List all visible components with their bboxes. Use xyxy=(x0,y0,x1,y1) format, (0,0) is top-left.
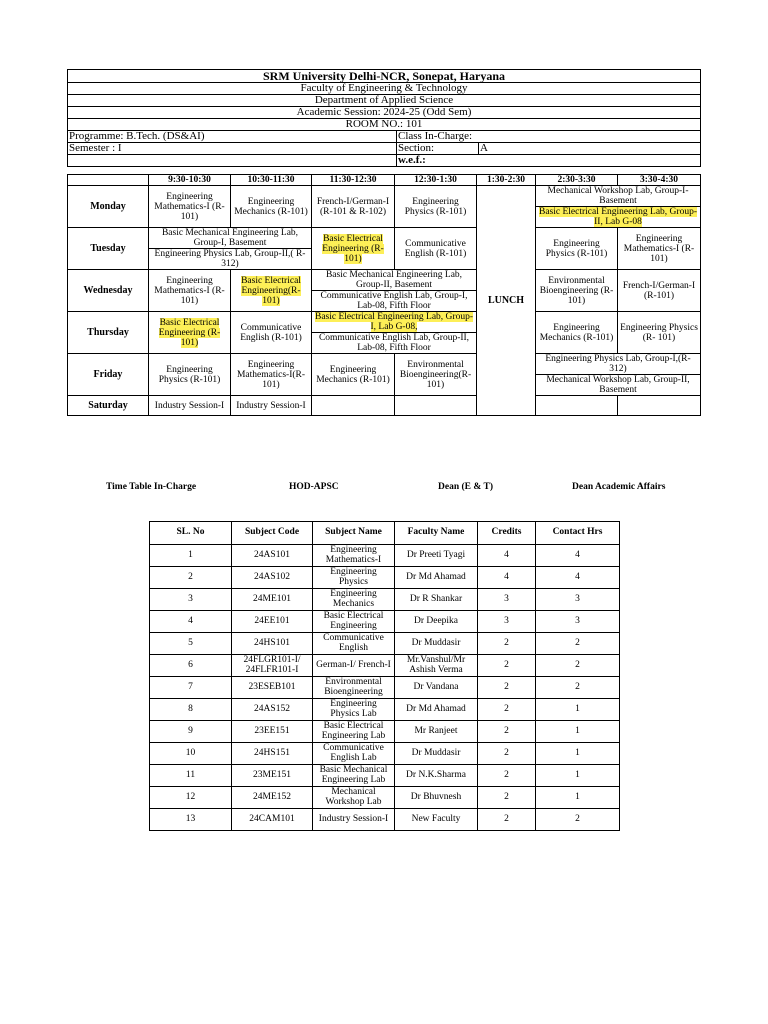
room-number: ROOM NO.: 101 xyxy=(68,119,701,131)
subjects-header-row xyxy=(150,522,620,545)
table-cell: Dr Bhuvnesh xyxy=(395,787,478,809)
table-cell: Basic Electrical Engineering xyxy=(313,611,395,633)
table-row xyxy=(150,633,620,655)
table-cell: 3 xyxy=(536,589,620,611)
table-cell: 2 xyxy=(478,743,536,765)
class-cell xyxy=(312,228,395,270)
table-cell: Dr Md Ahamad xyxy=(395,699,478,721)
day-friday: Friday xyxy=(68,354,149,396)
lab-cell: Basic Mechanical Engineering Lab, Group-II, Basement xyxy=(312,270,477,291)
table-cell: 4 xyxy=(536,545,620,567)
table-cell: Engineering Mechanics xyxy=(313,589,395,611)
slot-header: 11:30-12:30 xyxy=(312,175,395,186)
lab-cell: Engineering Physics Lab, Group-II,( R-312) xyxy=(149,249,312,270)
subjects-header-cell: Subject Name xyxy=(313,522,395,545)
table-cell: 3 xyxy=(536,611,620,633)
header-table xyxy=(67,69,701,167)
highlighted-lab: Basic Electrical Engineering Lab, Group-II, Lab G-08 xyxy=(538,207,697,227)
subjects-header-cell: Faculty Name xyxy=(395,522,478,545)
signature-hod: HOD-APSC xyxy=(289,482,339,492)
table-cell: 1 xyxy=(150,545,232,567)
slot-header: 12:30-1:30 xyxy=(395,175,477,186)
table-cell: 2 xyxy=(478,655,536,677)
slot-header: 10:30-11:30 xyxy=(231,175,312,186)
class-cell xyxy=(149,312,231,354)
class-cell: Engineering Physics (R-101) xyxy=(395,186,477,228)
table-cell: 24ME152 xyxy=(232,787,313,809)
table-cell: Mr.Vanshul/Mr Ashish Verma xyxy=(395,655,478,677)
table-cell: 23EE151 xyxy=(232,721,313,743)
highlighted-class: Basic Electrical Engineering (R-101) xyxy=(158,317,221,348)
table-cell: 7 xyxy=(150,677,232,699)
table-cell: 23ESEB101 xyxy=(232,677,313,699)
class-cell: Engineering Mathematics-I (R-101) xyxy=(149,186,231,228)
table-cell: 24AS152 xyxy=(232,699,313,721)
table-cell: Engineering Physics xyxy=(313,567,395,589)
corner-cell xyxy=(68,175,149,186)
table-row xyxy=(150,655,620,677)
table-cell: 3 xyxy=(150,589,232,611)
class-cell: Engineering Mathematics-I(R-101) xyxy=(231,354,312,396)
table-cell: Basic Mechanical Engineering Lab xyxy=(313,765,395,787)
empty-cell xyxy=(536,396,618,416)
table-cell: 24AS101 xyxy=(232,545,313,567)
lab-cell: Basic Mechanical Engineering Lab, Group-I, Basement xyxy=(149,228,312,249)
table-cell: 1 xyxy=(536,743,620,765)
table-cell: 10 xyxy=(150,743,232,765)
day-monday: Monday xyxy=(68,186,149,228)
table-cell: 2 xyxy=(478,721,536,743)
class-cell: Engineering Mechanics (R-101) xyxy=(231,186,312,228)
table-cell: Dr Preeti Tyagi xyxy=(395,545,478,567)
table-cell: Engineering Physics Lab xyxy=(313,699,395,721)
highlighted-lab: Basic Electrical Engineering Lab, Group-I, Lab G-08, xyxy=(314,312,473,332)
table-cell: Engineering Mathematics-I xyxy=(313,545,395,567)
table-cell: 24AS102 xyxy=(232,567,313,589)
class-cell: Industry Session-I xyxy=(149,396,231,416)
signature-dean-et: Dean (E & T) xyxy=(438,482,493,492)
table-row xyxy=(150,787,620,809)
table-cell: 4 xyxy=(478,567,536,589)
table-cell: 24CAM101 xyxy=(232,809,313,831)
lab-cell: Engineering Physics Lab, Group-I,(R-312) xyxy=(536,354,701,375)
class-cell: Engineering Physics (R- 101) xyxy=(618,312,701,354)
table-cell: 2 xyxy=(536,655,620,677)
table-row xyxy=(150,611,620,633)
class-cell: Engineering Mechanics (R-101) xyxy=(536,312,618,354)
table-row xyxy=(150,699,620,721)
day-thursday: Thursday xyxy=(68,312,149,354)
table-cell: 2 xyxy=(478,809,536,831)
day-tuesday: Tuesday xyxy=(68,228,149,270)
table-cell: New Faculty xyxy=(395,809,478,831)
lab-cell xyxy=(312,312,477,333)
table-row xyxy=(150,721,620,743)
class-in-charge: Class In-Charge: xyxy=(397,131,701,143)
table-cell: 1 xyxy=(536,765,620,787)
table-cell: 1 xyxy=(536,699,620,721)
table-cell: Basic Electrical Engineering Lab xyxy=(313,721,395,743)
programme: Programme: B.Tech. (DS&AI) xyxy=(68,131,397,143)
subjects-body xyxy=(150,545,620,831)
table-row xyxy=(150,765,620,787)
highlighted-class: Basic Electrical Engineering(R-101) xyxy=(241,275,301,306)
table-cell: 2 xyxy=(478,677,536,699)
table-cell: 2 xyxy=(478,765,536,787)
semester: Semester : I xyxy=(68,143,397,155)
table-cell: Mr Ranjeet xyxy=(395,721,478,743)
table-cell: 2 xyxy=(478,787,536,809)
table-cell: 2 xyxy=(478,633,536,655)
slot-header: 3:30-4:30 xyxy=(618,175,701,186)
subjects-header-cell: Credits xyxy=(478,522,536,545)
table-row xyxy=(150,809,620,831)
class-cell: Communicative English (R-101) xyxy=(395,228,477,270)
lab-cell: Communicative English Lab, Group-II, Lab-08, Fifth Floor xyxy=(312,333,477,354)
table-cell: 24EE101 xyxy=(232,611,313,633)
empty-cell xyxy=(618,396,701,416)
highlighted-class: Basic Electrical Engineering (R-101) xyxy=(322,233,384,264)
table-cell: 2 xyxy=(150,567,232,589)
table-cell: German-I/ French-I xyxy=(313,655,395,677)
table-cell: 9 xyxy=(150,721,232,743)
wef-blank xyxy=(68,155,397,167)
empty-cell xyxy=(395,396,477,416)
table-row xyxy=(150,677,620,699)
table-cell: 2 xyxy=(536,809,620,831)
table-row xyxy=(150,567,620,589)
department-name: Department of Applied Science xyxy=(68,95,701,107)
table-row xyxy=(150,743,620,765)
class-cell: French-I/German-I (R-101) xyxy=(618,270,701,312)
table-cell: Environmental Bioengineering xyxy=(313,677,395,699)
table-row xyxy=(150,545,620,567)
table-cell: 2 xyxy=(536,633,620,655)
class-cell xyxy=(231,270,312,312)
table-cell: Dr Md Ahamad xyxy=(395,567,478,589)
class-cell: Engineering Mathematics-I (R-101) xyxy=(618,228,701,270)
table-cell: 13 xyxy=(150,809,232,831)
class-cell: Environmental Bioengineering (R-101) xyxy=(536,270,618,312)
table-cell: 8 xyxy=(150,699,232,721)
class-cell: Engineering Physics (R-101) xyxy=(149,354,231,396)
signature-dean-academic: Dean Academic Affairs xyxy=(572,482,666,492)
section-label: Section: xyxy=(397,143,479,155)
table-cell: 4 xyxy=(150,611,232,633)
table-cell: 3 xyxy=(478,611,536,633)
wef: w.e.f.: xyxy=(397,155,701,167)
table-cell: Mechanical Workshop Lab xyxy=(313,787,395,809)
table-cell: 1 xyxy=(536,721,620,743)
table-cell: 12 xyxy=(150,787,232,809)
table-cell: 6 xyxy=(150,655,232,677)
table-cell: 4 xyxy=(478,545,536,567)
table-cell: 24FLGR101-I/ 24FLFR101-I xyxy=(232,655,313,677)
subjects-header-cell: SL. No xyxy=(150,522,232,545)
table-cell: Dr R Shankar xyxy=(395,589,478,611)
slot-header: 9:30-10:30 xyxy=(149,175,231,186)
table-cell: 2 xyxy=(478,699,536,721)
lunch-cell: LUNCH xyxy=(477,186,536,416)
class-cell: Engineering Mechanics (R-101) xyxy=(312,354,395,396)
table-cell: 4 xyxy=(536,567,620,589)
table-cell: 5 xyxy=(150,633,232,655)
table-cell: 11 xyxy=(150,765,232,787)
table-row xyxy=(150,589,620,611)
empty-cell xyxy=(312,396,395,416)
class-cell: Communicative English (R-101) xyxy=(231,312,312,354)
table-cell: 1 xyxy=(536,787,620,809)
lab-cell: Communicative English Lab, Group-I, Lab-08, Fifth Floor xyxy=(312,291,477,312)
table-cell: Dr Vandana xyxy=(395,677,478,699)
signature-tt-in-charge: Time Table In-Charge xyxy=(106,482,197,492)
lab-cell: Mechanical Workshop Lab, Group-I-Basement xyxy=(536,186,701,207)
table-cell: Industry Session-I xyxy=(313,809,395,831)
university-name: SRM University Delhi-NCR, Sonepat, Haryana xyxy=(68,70,701,83)
table-cell: 3 xyxy=(478,589,536,611)
timetable xyxy=(67,174,701,416)
class-cell: Industry Session-I xyxy=(231,396,312,416)
section-value: A xyxy=(479,143,701,155)
day-saturday: Saturday xyxy=(68,396,149,416)
slot-header: 2:30-3:30 xyxy=(536,175,618,186)
lab-cell xyxy=(536,207,701,228)
table-cell: 24HS151 xyxy=(232,743,313,765)
table-cell: Communicative English Lab xyxy=(313,743,395,765)
table-cell: Dr N.K.Sharma xyxy=(395,765,478,787)
table-cell: Dr Deepika xyxy=(395,611,478,633)
subjects-header-cell: Subject Code xyxy=(232,522,313,545)
lab-cell: Mechanical Workshop Lab, Group-II, Basement xyxy=(536,375,701,396)
table-cell: 23ME151 xyxy=(232,765,313,787)
class-cell: Engineering Physics (R-101) xyxy=(536,228,618,270)
class-cell: Environmental Bioengineering(R-101) xyxy=(395,354,477,396)
class-cell: French-I/German-I (R-101 & R-102) xyxy=(312,186,395,228)
faculty-name: Faculty of Engineering & Technology xyxy=(68,83,701,95)
subjects-header-cell: Contact Hrs xyxy=(536,522,620,545)
table-cell: 2 xyxy=(536,677,620,699)
subjects-table xyxy=(149,521,620,831)
table-cell: Dr Muddasir xyxy=(395,633,478,655)
table-cell: 24ME101 xyxy=(232,589,313,611)
table-cell: 24HS101 xyxy=(232,633,313,655)
table-cell: Dr Muddasir xyxy=(395,743,478,765)
table-cell: Communicative English xyxy=(313,633,395,655)
day-wednesday: Wednesday xyxy=(68,270,149,312)
slot-header: 1:30-2:30 xyxy=(477,175,536,186)
class-cell: Engineering Mathematics-I (R-101) xyxy=(149,270,231,312)
academic-session: Academic Session: 2024-25 (Odd Sem) xyxy=(68,107,701,119)
